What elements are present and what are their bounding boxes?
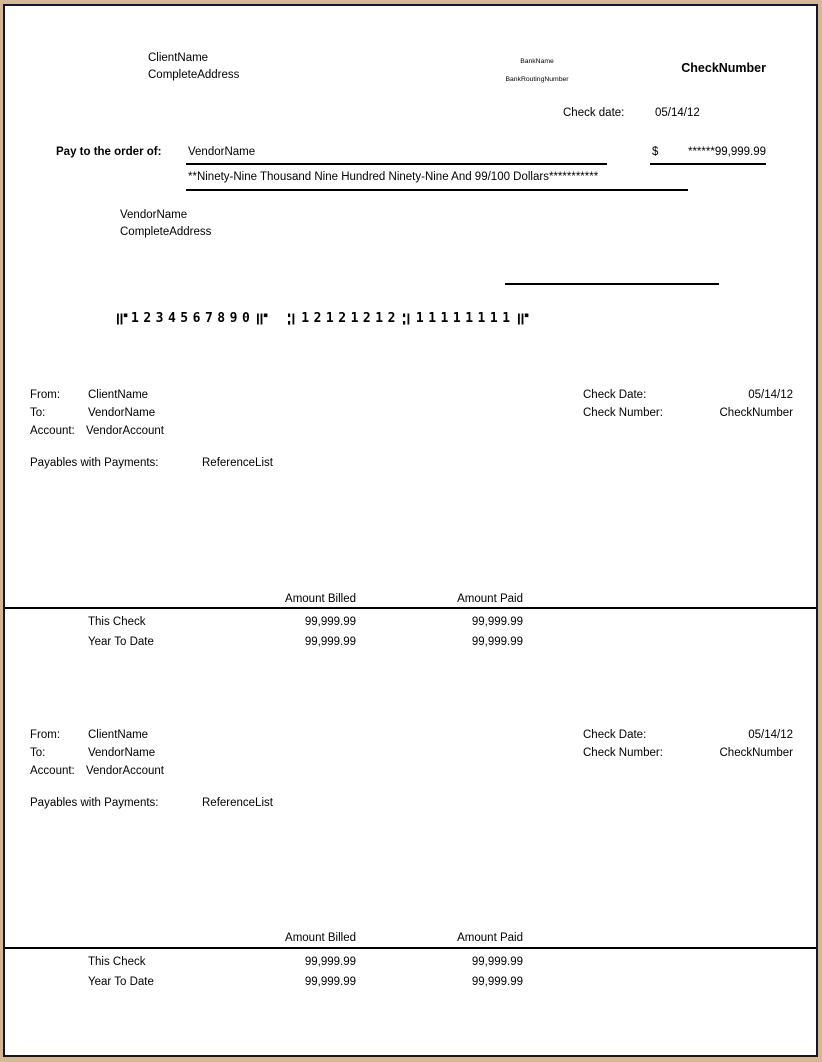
stub-check-date-value: 05/14/12 (748, 729, 793, 741)
row-amount-billed: 99,999.99 (304, 636, 356, 648)
vendor-name: VendorName (120, 209, 188, 221)
client-name: ClientName (148, 52, 209, 64)
account-value: VendorAccount (86, 765, 165, 777)
row-amount-paid: 99,999.99 (471, 956, 523, 968)
check-date-value: 05/14/12 (655, 107, 700, 119)
from-value: ClientName (88, 729, 149, 741)
payee-underline (186, 163, 607, 165)
micr-routing-number: 12121212 (301, 311, 400, 326)
micr-transit-icon (403, 312, 413, 326)
pay-to-label: Pay to the order of: (56, 146, 162, 158)
stub-check-number-label: Check Number: (583, 407, 663, 419)
bank-routing-number: BankRoutingNumber (505, 76, 569, 83)
payee-name: VendorName (188, 146, 256, 158)
amount-words-underline (186, 189, 688, 191)
row-amount-billed: 99,999.99 (304, 956, 356, 968)
signature-line (505, 283, 719, 285)
stub-check-date-label: Check Date: (583, 729, 647, 741)
to-label: To: (30, 747, 46, 759)
client-address-block (148, 50, 239, 84)
account-label: Account: (30, 765, 75, 777)
check-number: CheckNumber (681, 61, 766, 75)
micr-transit-icon (288, 312, 298, 326)
vendor-address-block (120, 207, 211, 240)
payables-reference-list: ReferenceList (202, 797, 273, 809)
column-header-amount-paid: Amount Paid (457, 593, 523, 605)
row-amount-billed: 99,999.99 (304, 976, 356, 988)
payables-reference-list: ReferenceList (202, 457, 273, 469)
payables-label: Payables with Payments: (30, 457, 159, 469)
account-value: VendorAccount (86, 425, 165, 437)
from-label: From: (30, 389, 61, 401)
from-value: ClientName (88, 389, 149, 401)
column-header-amount-paid: Amount Paid (457, 932, 523, 944)
micr-account-number: 11111111 (415, 311, 515, 326)
stub-check-number-label: Check Number: (583, 747, 663, 759)
row-amount-paid: 99,999.99 (471, 616, 523, 628)
check-date-label: Check date: (563, 107, 625, 119)
table-header-rule (5, 607, 816, 609)
amount-in-words: **Ninety-Nine Thousand Nine Hundred Ninety-Nine And 99/100 Dollars*********** (188, 171, 599, 183)
bank-name: BankName (520, 58, 554, 65)
bank-block (478, 58, 596, 83)
column-header-amount-billed: Amount Billed (285, 932, 356, 944)
row-label: Year To Date (88, 976, 154, 988)
amount-underline (650, 163, 766, 165)
account-label: Account: (30, 425, 75, 437)
stub-check-number-value: CheckNumber (719, 407, 793, 419)
to-value: VendorName (88, 407, 156, 419)
row-label: Year To Date (88, 636, 154, 648)
column-header-amount-billed: Amount Billed (285, 593, 356, 605)
table-header-rule (5, 947, 816, 949)
micr-line (114, 311, 532, 326)
payables-label: Payables with Payments: (30, 797, 159, 809)
stub-check-date-label: Check Date: (583, 389, 647, 401)
amount-numeric: ******99,999.99 (687, 146, 766, 158)
micr-onus-icon (117, 312, 128, 326)
vendor-address: CompleteAddress (120, 225, 212, 238)
row-amount-paid: 99,999.99 (471, 976, 523, 988)
client-address: CompleteAddress (148, 69, 240, 81)
row-label: This Check (88, 616, 146, 628)
row-amount-paid: 99,999.99 (471, 636, 523, 648)
to-value: VendorName (88, 747, 156, 759)
stub-check-date-value: 05/14/12 (748, 389, 793, 401)
from-label: From: (30, 729, 61, 741)
row-amount-billed: 99,999.99 (304, 616, 356, 628)
micr-onus-icon (518, 312, 529, 326)
micr-onus-icon (257, 312, 268, 326)
stub-check-number-value: CheckNumber (719, 747, 793, 759)
micr-check-serial: 1234567890 (131, 311, 255, 326)
to-label: To: (30, 407, 46, 419)
currency-symbol: $ (652, 146, 659, 158)
row-label: This Check (88, 956, 146, 968)
